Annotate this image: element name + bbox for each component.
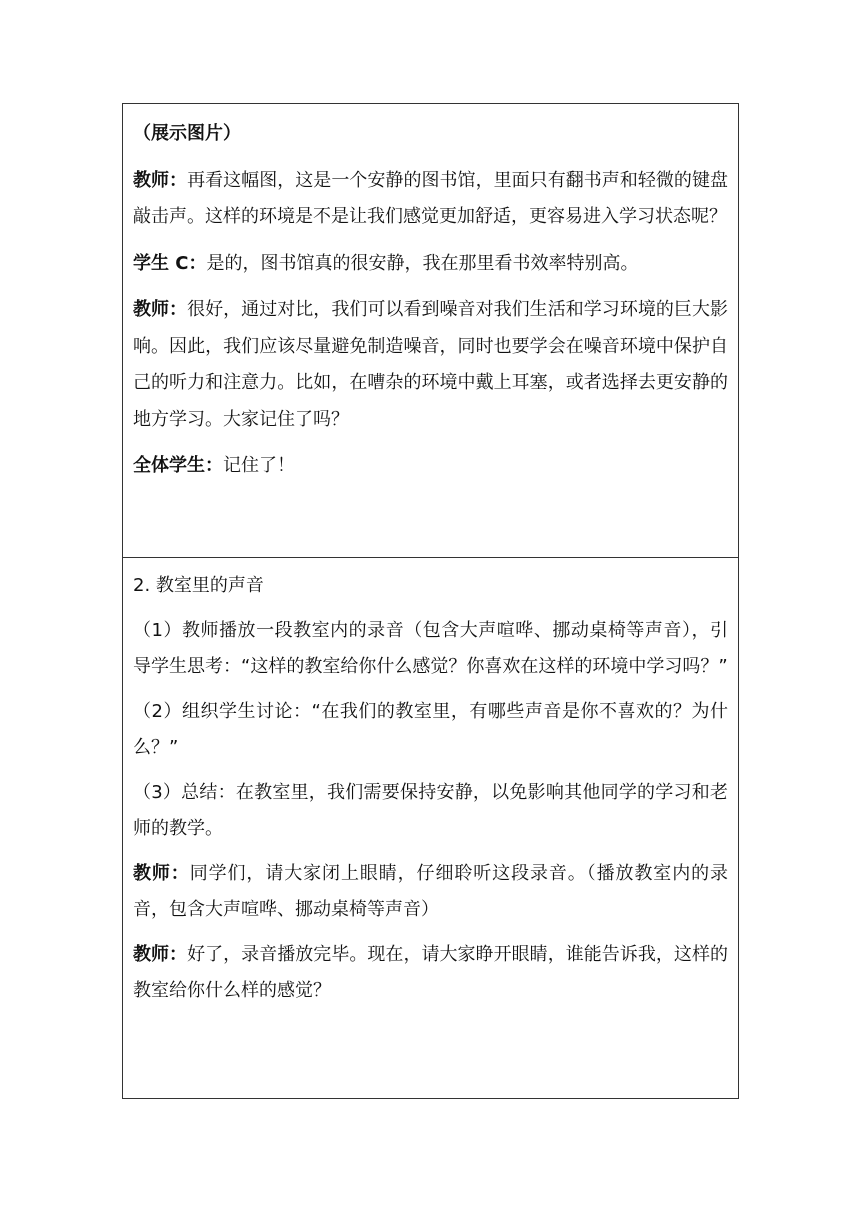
speaker-label: 全体学生： — [133, 455, 223, 476]
speaker-label: 学生 C： — [133, 252, 207, 274]
paragraph-text: （3）总结：在教室里，我们需要保持安静，以免影响其他同学的学习和老师的教学。 — [133, 781, 728, 839]
paragraph-text: 同学们，请大家闭上眼睛，仔细聆听这段录音。（播放教室内的录音，包含大声喧哗、挪动桌椅等声音） — [133, 862, 729, 920]
paragraph-student-c — [133, 246, 728, 283]
paragraph-text: 记住了！ — [223, 455, 295, 476]
speaker-label: 教师： — [133, 169, 188, 191]
paragraph-all-students — [133, 448, 728, 485]
step-1 — [133, 613, 728, 686]
speaker-label: 教师： — [133, 862, 190, 884]
paragraph-text: 2. 教室里的声音 — [133, 575, 264, 596]
paragraph-text: 是的，图书馆真的很安静，我在那里看书效率特别高。 — [206, 252, 639, 274]
paragraph-teacher-4 — [133, 937, 728, 1010]
paragraph-text: 很好，通过对比，我们可以看到噪音对我们生活和学习环境的巨大影响。因此，我们应该尽量避免制造噪音，同时也要学会在噪音环境中保护自己的听力和注意力。比如，在嘈杂的环境中戴上耳塞，或者选择去更安静的地方学习。大家记住了吗？ — [133, 299, 728, 430]
paragraph-teacher-1 — [133, 163, 728, 236]
paragraph-teacher-3 — [133, 856, 728, 929]
step-2 — [133, 694, 728, 767]
paragraph-show-picture — [133, 116, 728, 153]
lesson-plan-table — [122, 103, 739, 1099]
speaker-label: 教师： — [133, 299, 188, 320]
paragraph-text: （2）组织学生讨论：“在我们的教室里，有哪些声音是你不喜欢的？为什么？” — [133, 700, 728, 758]
speaker-label: 教师： — [133, 943, 188, 965]
table-cell-dialogue — [123, 104, 738, 557]
section-heading — [133, 568, 728, 605]
paragraph-text: 再看这幅图，这是一个安静的图书馆，里面只有翻书声和轻微的键盘敲击声。这样的环境是不是让我们感觉更加舒适，更容易进入学习状态呢？ — [133, 169, 728, 227]
paragraph-text: 好了，录音播放完毕。现在，请大家睁开眼睛，谁能告诉我，这样的教室给你什么样的感觉？ — [133, 943, 728, 1001]
table-cell-classroom-sounds — [123, 557, 738, 1098]
paragraph-teacher-2 — [133, 292, 728, 438]
paragraph-heading: （展示图片） — [133, 123, 241, 144]
paragraph-text: （1）教师播放一段教室内的录音（包含大声喧哗、挪动桌椅等声音），引导学生思考：“这样的教室给你什么感觉？你喜欢在这样的环境中学习吗？” — [133, 619, 728, 677]
step-3 — [133, 775, 728, 848]
